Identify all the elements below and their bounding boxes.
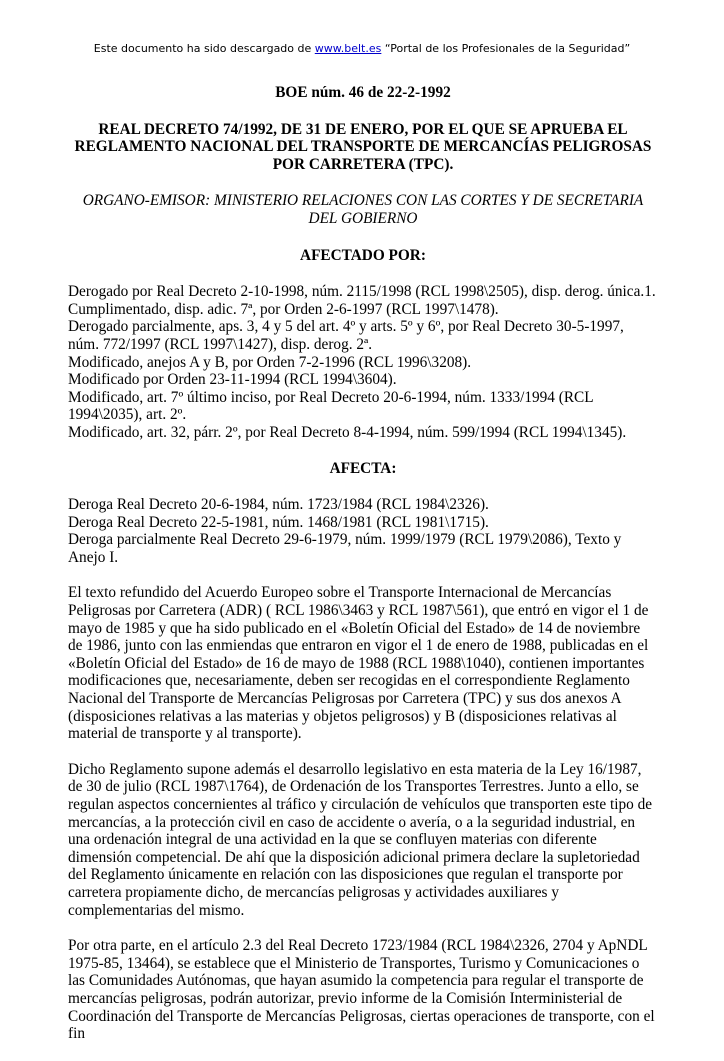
body-paragraph: Dicho Reglamento supone además el desarrollo legislativo en esta materia de la Ley 16/1987, de 30 de julio (RCL 1987\1764), de Ordenación de los Transportes Terrestres. Junto a ello, se regulan aspectos concernientes al tráfico y circulación de vehículos que transporten este tipo de mercancías, a la protección civil en caso de accidente o avería, o a la seguridad industrial, en una ordenación integral de una actividad en la que se confluyen materias con diferente dimensión competencial. De ahí que la disposición adicional primera declare la supletoriedad del Reglamento únicamente en relación con las disposiciones que regulan el transporte por carretera propiamente dicho, de mercancías peligrosas y actividades auxiliares y complementarias del mismo. bbox=[68, 760, 653, 919]
download-notice bbox=[0, 42, 724, 55]
afectado-item: Cumplimentado, disp. adic. 7ª, por Orden 2-6-1997 (RCL 1997\1478). bbox=[68, 300, 499, 318]
document-body bbox=[68, 84, 658, 1061]
afectado-list bbox=[68, 283, 658, 441]
afectado-item: Modificado, art. 32, párr. 2º, por Real Decreto 8-4-1994, núm. 599/1994 (RCL 1994\1345). bbox=[68, 423, 627, 441]
download-notice-prefix: Este documento ha sido descargado de bbox=[93, 42, 315, 55]
afectado-heading: AFECTADO POR: bbox=[300, 246, 426, 264]
afecta-list bbox=[68, 496, 658, 566]
issuing-body: ORGANO-EMISOR: MINISTERIO RELACIONES CON LAS CORTES Y DE SECRETARIA DEL GOBIERNO bbox=[82, 192, 644, 227]
afectado-item: Modificado, anejos A y B, por Orden 7-2-1996 (RCL 1996\3208). bbox=[68, 353, 472, 371]
afectado-item: Derogado por Real Decreto 2-10-1998, núm. 2115/1998 (RCL 1998\2505), disp. derog. única.1. bbox=[68, 283, 656, 301]
body-paragraph: El texto refundido del Acuerdo Europeo sobre el Transporte Internacional de Mercancías Peligrosas por Carretera (ADR) ( RCL 1986\3463 y RCL 1987\561), que entró en vigor el 1 de mayo de 1985 y que ha sido publicado en el «Boletín Oficial del Estado» de 14 de noviembre de 1986, junto con las enmiendas que entraron en vigor el 1 de enero de 1988, publicadas en el «Boletín Oficial del Estado» de 16 de mayo de 1988 (RCL 1988\1040), contienen importantes modificaciones que, necesariamente, deben ser recogidas en el correspondiente Reglamento Nacional del Transporte de Mercancías Peligrosas por Carretera (TPC) y sus dos anexos A (disposiciones relativas a las materias y objetos peligrosos) y B (disposiciones relativas al material de transporte y al transporte). bbox=[68, 584, 649, 743]
afecta-item: Deroga Real Decreto 20-6-1984, núm. 1723/1984 (RCL 1984\2326). bbox=[68, 496, 489, 514]
afecta-item: Deroga Real Decreto 22-5-1981, núm. 1468/1981 (RCL 1981\1715). bbox=[68, 513, 489, 531]
belt-link[interactable]: www.belt.es bbox=[314, 42, 382, 55]
afectado-item: Modificado, art. 7º último inciso, por Real Decreto 20-6-1994, núm. 1333/1994 (RCL 1994\2035), art. 2º. bbox=[68, 388, 594, 424]
document-title: REAL DECRETO 74/1992, DE 31 DE ENERO, POR EL QUE SE APRUEBA EL REGLAMENTO NACIONAL DEL TRANSPORTE DE MERCANCÍAS PELIGROSAS POR CARRETERA (TPC). bbox=[74, 120, 652, 173]
boe-reference: BOE núm. 46 de 22-2-1992 bbox=[275, 84, 451, 101]
download-notice-suffix: “Portal de los Profesionales de la Seguridad” bbox=[381, 42, 631, 55]
afecta-heading: AFECTA: bbox=[329, 459, 397, 477]
body-paragraph: Por otra parte, en el artículo 2.3 del Real Decreto 1723/1984 (RCL 1984\2326, 2704 y ApNDL 1975-85, 13464), se establece que el Ministerio de Transportes, Turismo y Comunicaciones o las Comunidades Autónomas, que hayan asumido la competencia para regular el transporte de mercancías peligrosas, podrán autorizar, previo informe de la Comisión Interministerial de Coordinación del Transporte de Mercancías Peligrosas, ciertas operaciones de transporte, con el fin bbox=[68, 937, 655, 1043]
afecta-item: Deroga parcialmente Real Decreto 29-6-1979, núm. 1999/1979 (RCL 1979\2086), Texto y Anejo I. bbox=[68, 531, 622, 566]
afectado-item: Derogado parcialmente, aps. 3, 4 y 5 del art. 4º y arts. 5º y 6º, por Real Decreto 30-5-1997, núm. 772/1997 (RCL 1997\1427), disp. derog. 2ª. bbox=[68, 318, 624, 353]
afectado-item: Modificado por Orden 23-11-1994 (RCL 1994\3604). bbox=[68, 371, 397, 389]
